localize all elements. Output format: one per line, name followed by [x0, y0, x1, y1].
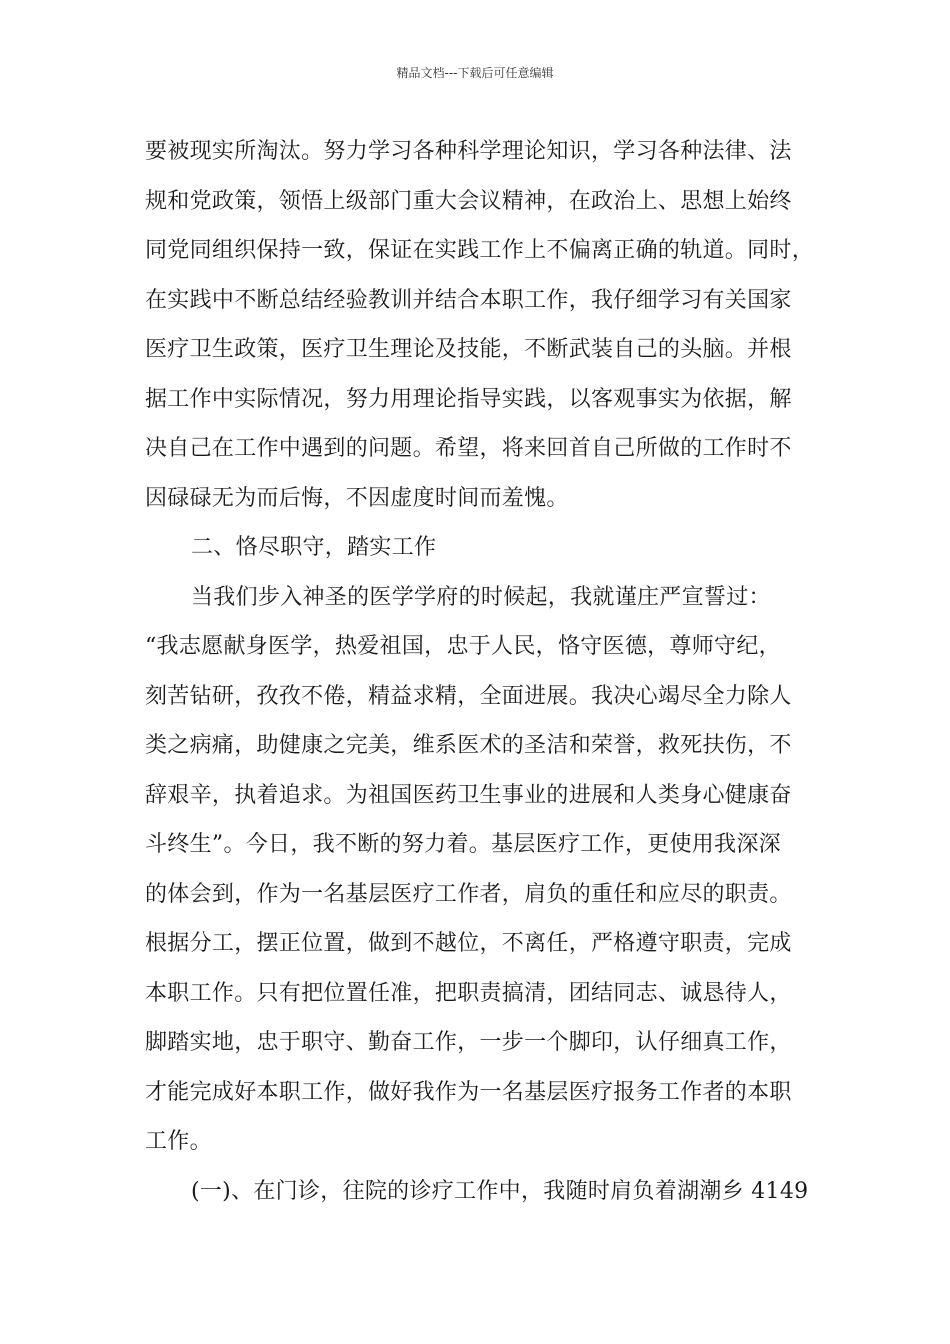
text-line: 要被现实所淘汰。努力学习各种科学理论知识，学习各种法律、法: [145, 139, 792, 164]
text-line: 刻苦钻研，孜孜不倦，精益求精，全面进展。我决心竭尽全力除人: [145, 683, 792, 709]
text-line: “我志愿献身医学，热爱祖国，忠于人民，恪守医德，尊师守纪，: [145, 634, 781, 659]
text-line: 辞艰辛，执着追求。为祖国医药卫生事业的进展和人类身心健康奋: [145, 782, 792, 808]
text-line: 当我们步入神圣的医学学府的时候起，我就谨庄严宣誓过：: [191, 584, 771, 610]
text-line: 脚踏实地，忠于职守、勤奋工作，一步一个脚印，认仔细真工作，: [145, 1030, 792, 1055]
text-line: 类之病痛，助健康之完美，维系医术的圣洁和荣誉，救死扶伤，不: [145, 733, 792, 758]
text-line: (一)、在门诊，往院的诊疗工作中，我随时肩负着湖潮乡 4149: [191, 1178, 809, 1204]
document-body: [145, 132, 825, 1221]
text-line: 据工作中实际情况，努力用理论指导实践，以客观事实为依据，解: [145, 386, 792, 412]
text-line: 才能完成好本职工作，做好我作为一名基层医疗报务工作者的本职: [145, 1079, 792, 1105]
text-line: 根据分工，摆正位置，做到不越位，不离任，严格遵守职责，完成: [145, 931, 792, 956]
text-line: 规和党政策，领悟上级部门重大会议精神，在政治上、思想上始终: [145, 188, 792, 214]
text-line: 在实践中不断总结经验教训并结合本职工作，我仔细学习有关国家: [145, 287, 792, 313]
text-line: 医疗卫生政策，医疗卫生理论及技能，不断武装自己的头脑。并根: [145, 337, 792, 362]
text-line: 本职工作。只有把位置任准，把职责搞清，团结同志、诚恳待人，: [145, 980, 792, 1006]
text-line: 工作。: [145, 1129, 212, 1154]
page-header: 精品文档---下载后可任意编辑: [396, 66, 554, 80]
text-line: 的体会到，作为一名基层医疗工作者，肩负的重任和应尽的职责。: [145, 881, 792, 907]
text-line: 斗终生”。今日，我不断的努力着。基层医疗工作，更使用我深深: [145, 832, 781, 857]
text-line: 因碌碌无为而后悔，不因虚度时间而羞愧。: [145, 485, 569, 511]
text-line: 同党同组织保持一致，保证在实践工作上不偏离正确的轨道。同时，: [145, 238, 815, 263]
text-line: 决自己在工作中遇到的问题。希望，将来回首自己所做的工作时不: [145, 436, 792, 461]
section-heading: 二、恪尽职守，踏实工作: [191, 535, 437, 560]
